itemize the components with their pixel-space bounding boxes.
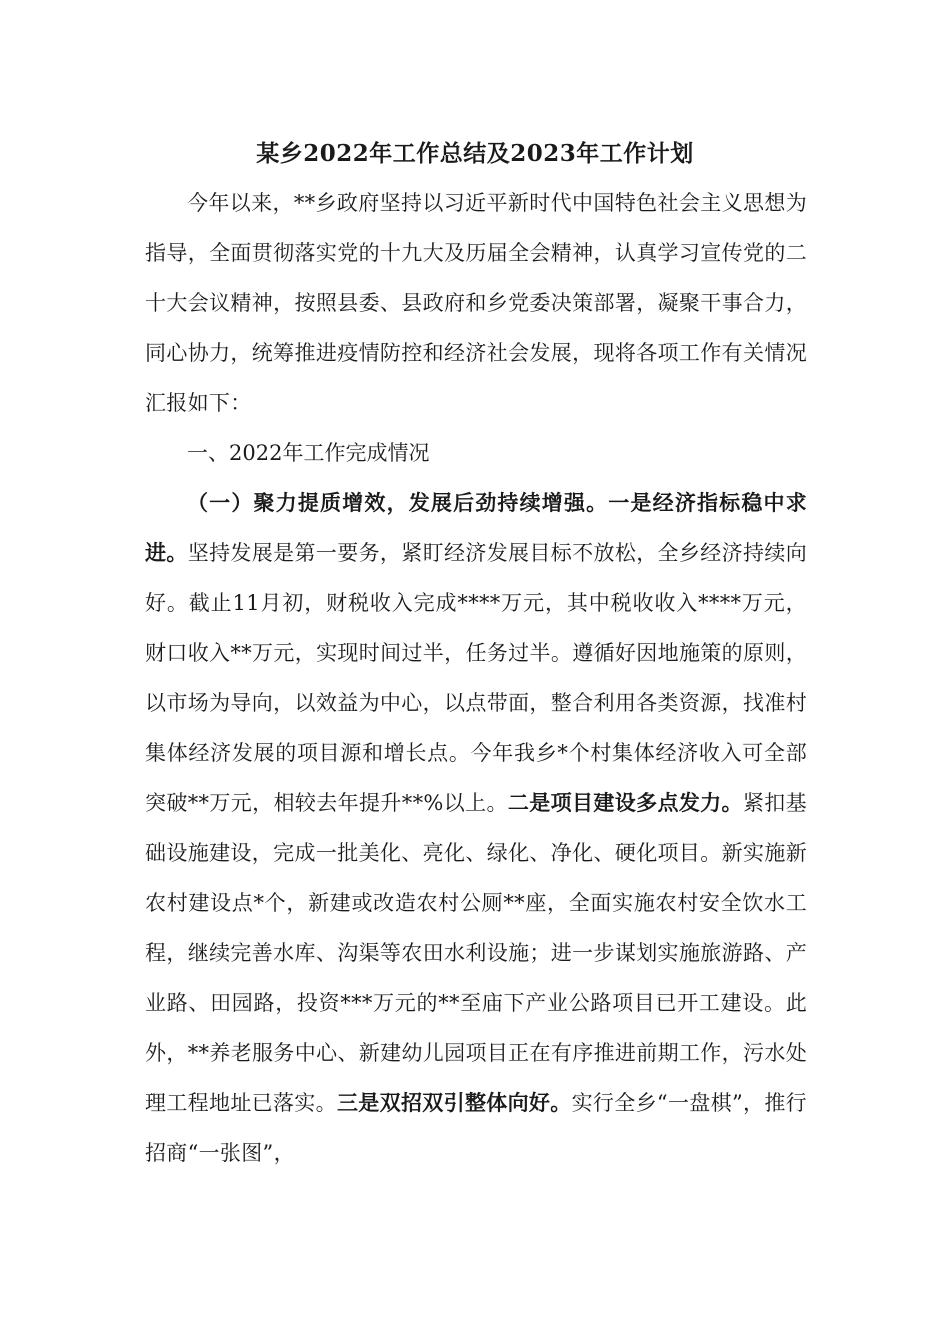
paragraph-lead-bold: 三是双招双引整体向好。 — [336, 1090, 572, 1115]
paragraph-text: 实行全乡“一盘棋”，推行招商“一张图”， — [145, 1091, 807, 1165]
paragraph-text: 坚持发展是第一要务，紧盯经济发展目标不放松，全乡经济持续向好。截止11月初，财税收入完成****万元，其中税收收入****万元，财口收入**万元，实现时间过半，任务过半。遵循好因地施策的原则，以市场为导向，以效益为中心，以点带面，整合利用各类资源，找准村集体经济发展的项目源和增长点。今年我乡*个村集体经济收入可全部突破**万元，相较去年提升**%以上。 — [145, 541, 807, 815]
paragraph-lead-bold: 二是项目建设多点发力。 — [507, 790, 743, 815]
section-heading: 一、2022年工作完成情况 — [187, 441, 430, 465]
intro-paragraph: 今年以来，**乡政府坚持以习近平新时代中国特色社会主义思想为指导，全面贯彻落实党的十九大及历届全会精神，认真学习宣传党的二十大会议精神，按照县委、县政府和乡党委决策部署，凝聚干事合力，同心协力，统筹推进疫情防控和经济社会发展，现将各项工作有关情况汇报如下： — [145, 191, 807, 415]
paragraph-lead-bold: （一）聚力提质增效，发展后劲持续增强。一是经济指标稳中求进。 — [145, 490, 807, 565]
section-paragraph — [145, 478, 807, 1178]
document-title: 某乡2022年工作总结及2023年工作计划 — [256, 140, 694, 167]
paragraph-text: 紧扣基础设施建设，完成一批美化、亮化、绿化、净化、硬化项目。新实施新农村建设点*个，新建或改造农村公厕**座，全面实施农村安全饮水工程，继续完善水库、沟渠等农田水利设施；进一步谋划实施旅游路、产业路、田园路，投资***万元的**至庙下产业公路项目已开工建设。此外，**养老服务中心、新建幼儿园项目正在有序推进前期工作，污水处理工程地址已落实。 — [145, 791, 807, 1115]
